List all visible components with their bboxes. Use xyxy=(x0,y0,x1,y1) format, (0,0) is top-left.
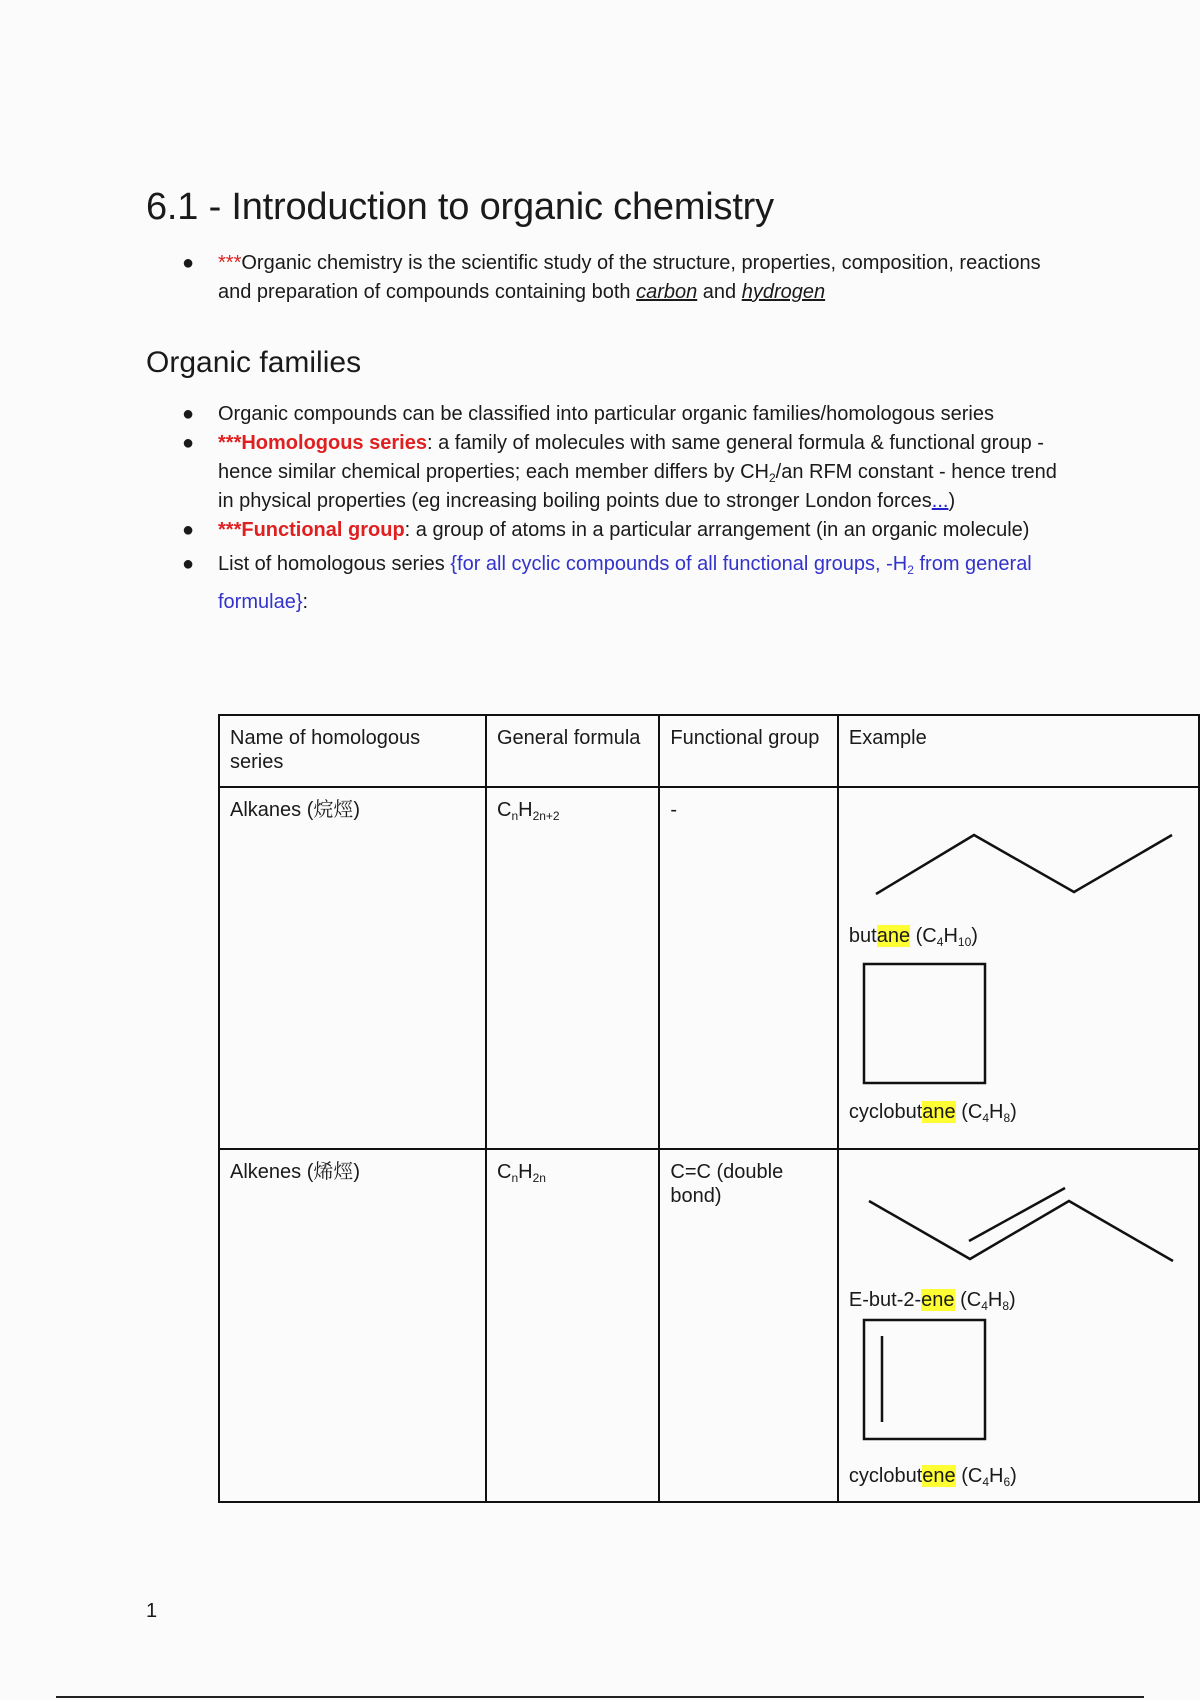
note-text: from general formulae} xyxy=(218,553,1032,613)
subscript: 8 xyxy=(1003,1111,1011,1125)
example-label xyxy=(849,1100,1017,1124)
example-cell xyxy=(838,1149,1199,1502)
formula-part: H xyxy=(518,799,533,821)
suffix-highlight: ene xyxy=(921,1289,955,1311)
bullet-text: : xyxy=(302,591,309,613)
subscript: n xyxy=(511,1171,519,1185)
cyclobutene-structure-icon xyxy=(839,1318,1180,1458)
conjunction: and xyxy=(697,281,742,303)
table-header-row xyxy=(219,715,1199,787)
bullet-icon: ● xyxy=(182,252,195,274)
label-part: ) xyxy=(1010,1465,1017,1487)
table-row xyxy=(219,1149,1199,1502)
subscript: 2 xyxy=(768,471,776,485)
label-part: H xyxy=(987,1289,1003,1311)
list-item xyxy=(146,545,1066,621)
functional-group: C=C (double bond) xyxy=(659,1149,838,1502)
page-title: 6.1 - Introduction to organic chemistry xyxy=(146,186,774,228)
example-cell xyxy=(838,787,1199,1149)
subscript: 4 xyxy=(981,1299,988,1313)
label-part: cyclobut xyxy=(848,1465,923,1487)
example-label xyxy=(849,924,978,948)
label-part: H xyxy=(989,1465,1004,1487)
subscript: 4 xyxy=(936,935,944,949)
subscript: 8 xyxy=(1002,1299,1010,1313)
table-row xyxy=(219,787,1199,1149)
header-example: Example xyxy=(838,715,1199,787)
footer-divider xyxy=(56,1696,1144,1698)
butane-structure-icon xyxy=(839,788,1180,908)
ellipsis-link[interactable]: ... xyxy=(931,490,949,512)
suffix-highlight: ane xyxy=(922,1101,956,1123)
label-part: ) xyxy=(971,925,978,947)
bullet-text: /an RFM constant - hence trend in physical properties (eg increasing boiling points due to stronger London forces xyxy=(218,461,1057,512)
homologous-series-table xyxy=(218,714,1200,1503)
bullet-text: List of homologous series xyxy=(218,553,451,575)
general-formula xyxy=(486,1149,659,1502)
subscript: n xyxy=(511,809,519,823)
bullet-icon: ● xyxy=(182,432,195,454)
label-part: H xyxy=(943,925,958,947)
term-carbon: carbon xyxy=(636,281,698,303)
series-name: Alkenes (烯烴) xyxy=(219,1149,486,1502)
label-part: (C xyxy=(955,1465,983,1487)
bullet-text: Organic compounds can be classified into particular organic families/homologous series xyxy=(218,403,994,425)
note-text: {for all cyclic compounds of all functional groups, -H xyxy=(450,553,908,575)
label-part: E-but-2- xyxy=(848,1289,922,1311)
suffix-highlight: ene xyxy=(922,1465,956,1487)
label-part: ) xyxy=(1009,1289,1016,1311)
term-functional-group: ***Functional group xyxy=(218,519,405,541)
subscript: 2 xyxy=(907,563,914,577)
subscript: 4 xyxy=(982,1475,990,1489)
term-homologous-series: ***Homologous series xyxy=(218,432,427,454)
subscript: 2n+2 xyxy=(532,809,560,823)
header-group: Functional group xyxy=(659,715,838,787)
cyclobutane-structure-icon xyxy=(839,956,1180,1096)
list-item xyxy=(146,400,1066,429)
functional-group: - xyxy=(659,787,838,1149)
example-label xyxy=(849,1288,1016,1312)
families-list xyxy=(146,400,1066,621)
section-heading: Organic families xyxy=(146,346,362,379)
general-formula xyxy=(486,787,659,1149)
list-item xyxy=(146,516,1066,545)
label-part: but xyxy=(848,925,877,947)
bullet-text: : a group of atoms in a particular arrangement (in an organic molecule) xyxy=(404,519,1030,541)
subscript: 6 xyxy=(1003,1475,1011,1489)
bullet-text: ) xyxy=(948,490,956,512)
formula-part: C xyxy=(496,799,512,821)
label-part: (C xyxy=(955,1101,983,1123)
label-part: ) xyxy=(1010,1101,1017,1123)
list-item xyxy=(146,249,1046,307)
page-number: 1 xyxy=(146,1600,158,1622)
subscript: 10 xyxy=(957,935,972,949)
header-name: Name of homologous series xyxy=(219,715,486,787)
intro-list xyxy=(146,249,1046,307)
formula-part: H xyxy=(518,1161,533,1183)
label-part: cyclobut xyxy=(848,1101,923,1123)
subscript: 2n xyxy=(532,1171,546,1185)
emphasis-stars: *** xyxy=(218,252,242,274)
list-item xyxy=(146,429,1066,516)
example-label xyxy=(849,1464,1017,1488)
subscript: 4 xyxy=(982,1111,990,1125)
series-name: Alkanes (烷烴) xyxy=(219,787,486,1149)
label-part: (C xyxy=(910,925,937,947)
header-formula: General formula xyxy=(486,715,659,787)
bullet-icon: ● xyxy=(182,553,195,575)
bullet-text: : a family of molecules with same general formula & functional group - hence similar chemical properties; each member differs by CH xyxy=(218,432,1044,483)
bullet-icon: ● xyxy=(182,519,195,541)
formula-part: C xyxy=(496,1161,512,1183)
label-part: (C xyxy=(954,1289,982,1311)
but-2-ene-structure-icon xyxy=(839,1150,1180,1280)
suffix-highlight: ane xyxy=(876,925,911,947)
bullet-icon: ● xyxy=(182,403,195,425)
intro-text: Organic chemistry is the scientific study of the structure, properties, composition, reactions and preparation of compounds containing both xyxy=(218,252,1041,303)
term-hydrogen: hydrogen xyxy=(741,281,826,303)
label-part: H xyxy=(989,1101,1004,1123)
